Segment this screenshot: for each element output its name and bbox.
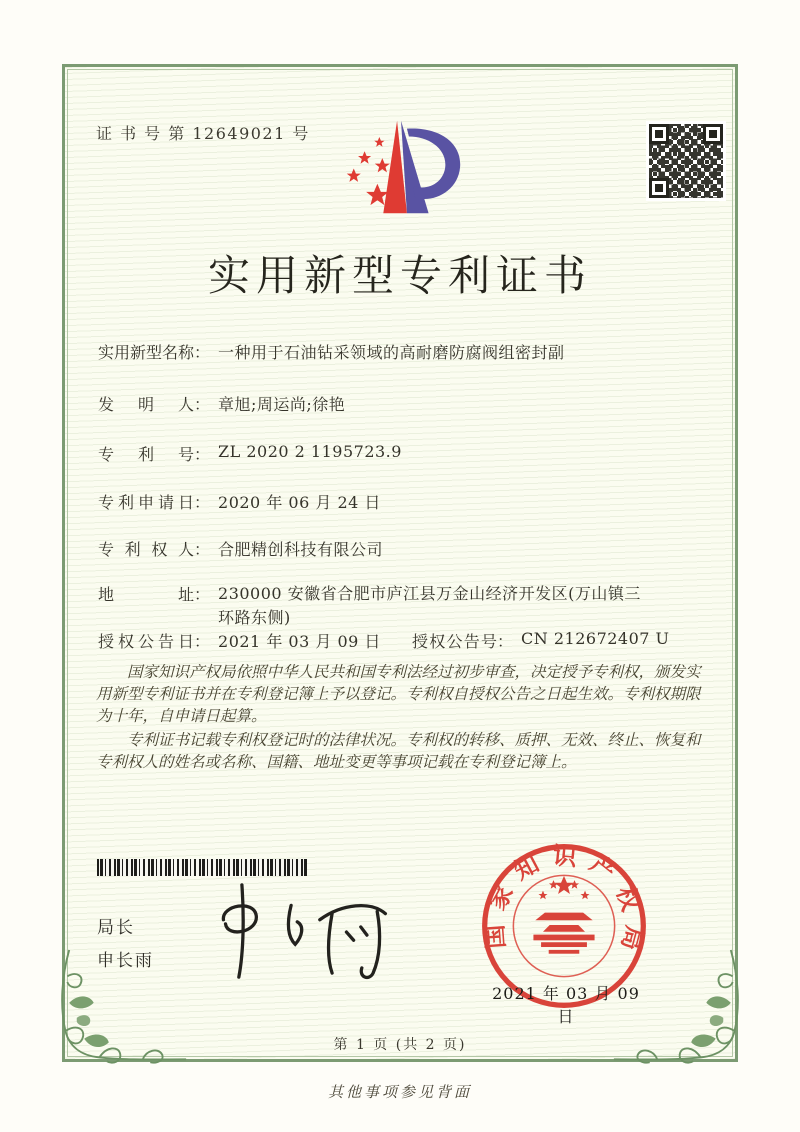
field-filing-date	[98, 490, 381, 513]
seal-ring-text: 国家知识产权局	[479, 841, 649, 965]
seal-national-emblem	[533, 876, 594, 954]
legal-paragraph-1: 国家知识产权局依照中华人民共和国专利法经过初步审查，决定授予专利权，颁发实用新型专利证书并在专利登记簿上予以登记。专利权自授权公告之日起生效。专利权期限为十年，自申请日起算。	[96, 663, 701, 725]
cnipa-logo-icon	[338, 110, 466, 226]
field-label: 地址	[98, 585, 194, 604]
signature-icon	[205, 876, 410, 984]
certificate-title: 实用新型专利证书	[207, 251, 592, 300]
field-grant-number	[412, 629, 670, 652]
legal-paragraph-2: 专利证书记载专利权登记时的法律状况。专利权的转移、质押、无效、终止、恢复和专利权人的姓名或名称、国籍、地址变更等事项记载在专利登记簿上。	[96, 731, 701, 772]
field-label: 授权公告日	[98, 632, 194, 651]
field-label: 实用新型名称	[98, 343, 195, 362]
field-value: 一种用于石油钻采领域的高耐磨防腐阀组密封副	[218, 343, 565, 362]
field-value	[218, 582, 641, 630]
field-value: 2021 年 03 月 09 日	[218, 632, 381, 651]
field-value: 合肥精创科技有限公司	[218, 540, 384, 559]
field-address	[98, 582, 641, 630]
field-colon: ：	[497, 632, 514, 651]
field-patentee	[98, 537, 383, 560]
field-colon: ：	[194, 540, 211, 559]
qr-finder-bottom-left	[649, 178, 669, 198]
field-label: 授权公告号	[412, 632, 497, 651]
field-utility-model-name	[98, 340, 565, 363]
field-label: 专利申请日	[98, 493, 194, 512]
legal-text-block	[96, 662, 712, 774]
field-value: 2020 年 06 月 24 日	[218, 493, 381, 512]
field-patent-number	[98, 442, 402, 465]
field-colon: ：	[194, 395, 211, 414]
field-label: 发明人	[98, 395, 194, 414]
barcode	[97, 859, 307, 876]
address-line-2: 环路东侧)	[218, 608, 291, 627]
field-value: CN 212672407 U	[521, 629, 670, 648]
signer-title: 局长	[97, 918, 135, 938]
signer-name: 申长雨	[97, 951, 154, 971]
seal-date: 2021 年 03 月 09 日	[492, 984, 640, 1026]
field-value: 章旭;周运尚;徐艳	[218, 395, 346, 414]
back-side-note: 其他事项参见背面	[327, 1083, 472, 1101]
field-label: 专利权人	[98, 540, 194, 559]
field-grant-date	[98, 629, 381, 652]
field-colon: ：	[194, 445, 211, 464]
field-inventor	[98, 392, 345, 415]
page-number: 第 1 页 (共 2 页)	[333, 1037, 467, 1053]
corner-flourish-left-icon	[56, 946, 188, 1068]
certificate-number: 证 书 号 第 12649021 号	[96, 124, 310, 143]
field-label: 专利号	[98, 445, 194, 464]
field-colon: ：	[194, 632, 211, 651]
field-colon: ：	[194, 343, 211, 362]
field-colon: ：	[194, 585, 211, 604]
qr-code	[646, 121, 726, 201]
address-line-1: 230000 安徽省合肥市庐江县万金山经济开发区(万山镇三	[218, 584, 641, 603]
field-colon: ：	[194, 493, 211, 512]
qr-finder-top-right	[703, 124, 723, 144]
qr-finder-top-left	[649, 124, 669, 144]
field-value: ZL 2020 2 1195723.9	[218, 442, 402, 461]
